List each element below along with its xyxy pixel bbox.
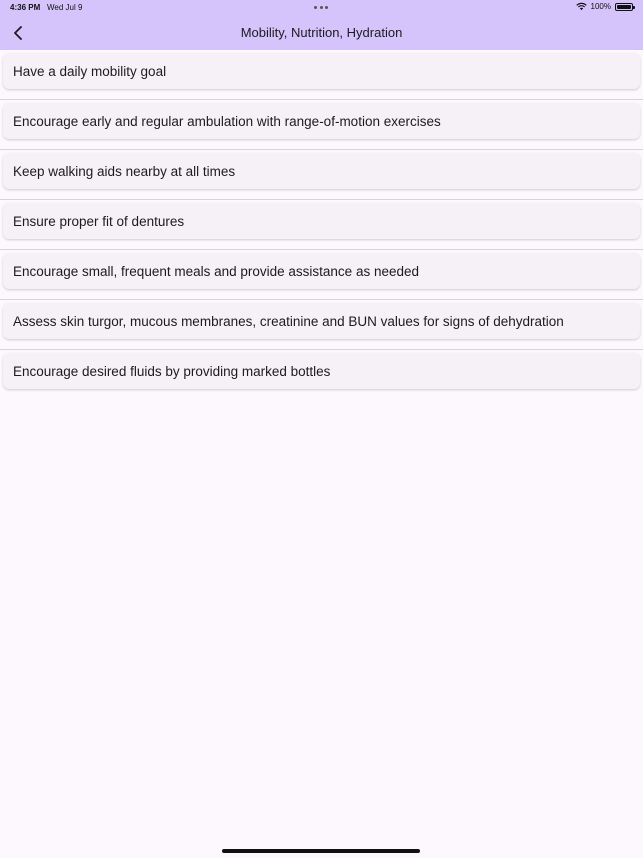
list-item [0, 200, 643, 250]
list-item-card[interactable]: Keep walking aids nearby at all times [3, 153, 640, 189]
battery-icon [615, 3, 633, 11]
status-date: Wed Jul 9 [47, 3, 83, 12]
wifi-icon [576, 2, 587, 11]
multitasking-dots-icon[interactable] [314, 6, 328, 9]
top-bar [0, 0, 643, 50]
status-indicators [576, 2, 633, 11]
status-bar [0, 0, 643, 15]
item-list [0, 50, 643, 400]
list-item-card[interactable]: Encourage desired fluids by providing marked bottles [3, 353, 640, 389]
battery-percentage: 100% [590, 2, 611, 11]
list-item-card[interactable]: Assess skin turgor, mucous membranes, creatinine and BUN values for signs of dehydration [3, 303, 640, 339]
list-item-card[interactable]: Encourage early and regular ambulation with range-of-motion exercises [3, 103, 640, 139]
list-item-card[interactable]: Have a daily mobility goal [3, 53, 640, 89]
list-item [0, 350, 643, 400]
list-item [0, 50, 643, 100]
list-item [0, 150, 643, 200]
list-item [0, 100, 643, 150]
status-time: 4:36 PM [10, 3, 41, 12]
home-indicator[interactable] [222, 849, 420, 853]
page-title: Mobility, Nutrition, Hydration [240, 25, 403, 40]
list-item [0, 300, 643, 350]
list-item-card[interactable]: Ensure proper fit of dentures [3, 203, 640, 239]
list-item [0, 250, 643, 300]
list-item-card[interactable]: Encourage small, frequent meals and provide assistance as needed [3, 253, 640, 289]
app-bar [0, 15, 643, 50]
